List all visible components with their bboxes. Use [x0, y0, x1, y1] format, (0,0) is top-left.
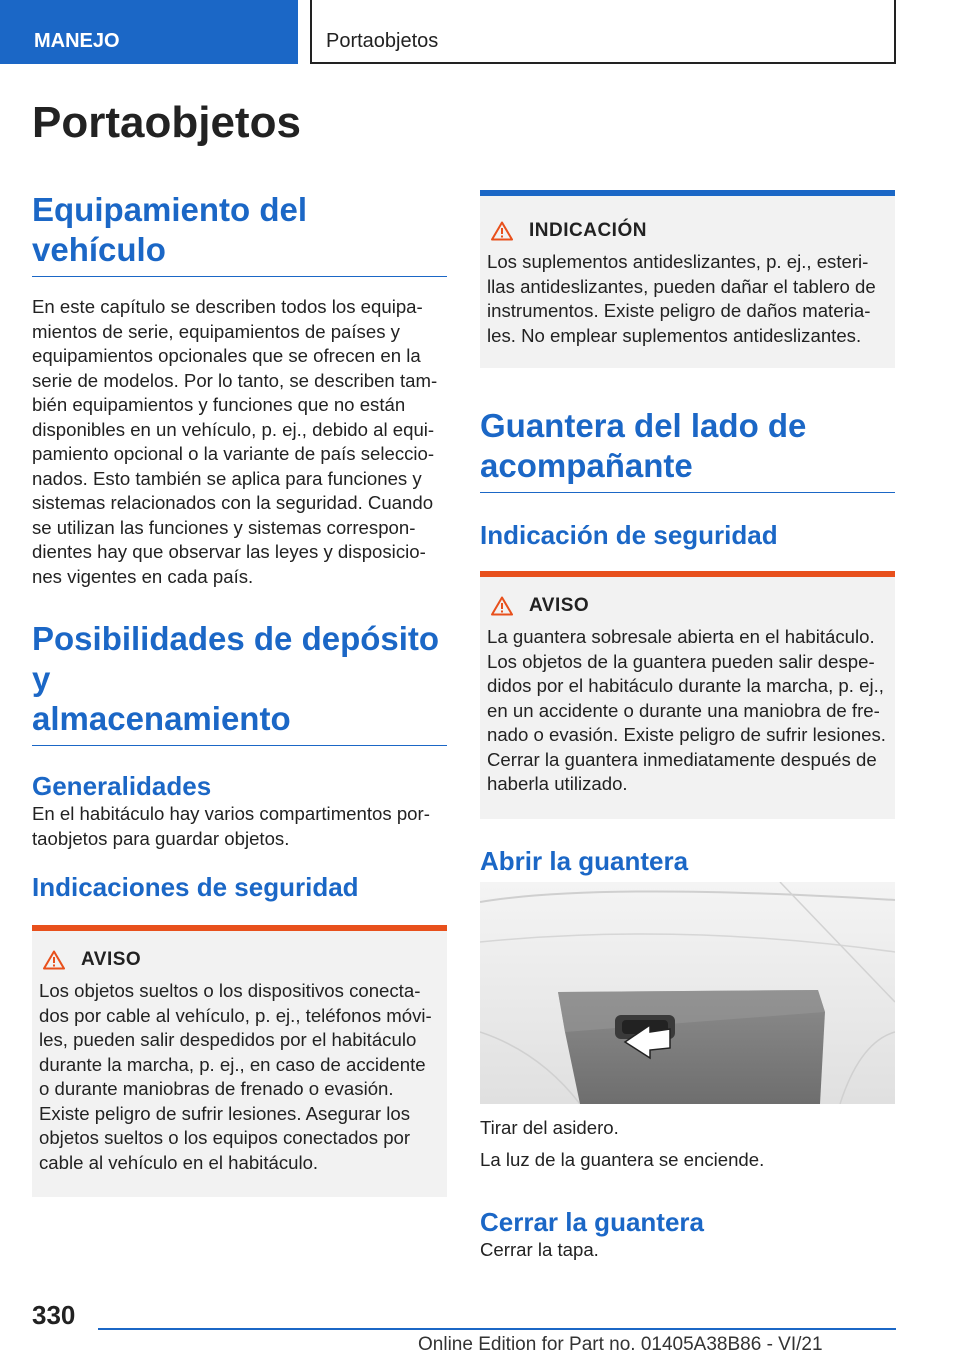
info-box [480, 190, 895, 368]
glovebox-illustration [480, 882, 895, 1104]
chapter-label: Portaobjetos [326, 30, 439, 52]
heading-indicacion-seguridad: Indicación de seguridad [480, 520, 778, 550]
warning-triangle-icon [491, 596, 513, 616]
section-label: MANEJO [34, 30, 120, 52]
footer-divider [98, 1328, 896, 1330]
right-column [480, 190, 895, 877]
page-number: 330 [32, 1300, 76, 1330]
heading-guantera: Guantera del lado de acompañante [480, 406, 895, 493]
heading-abrir-guantera: Abrir la guantera [480, 845, 689, 876]
chapter-tab [310, 0, 896, 64]
left-column [32, 190, 447, 1197]
footer-edition: Online Edition for Part no. 01405A38B86 - VI/21 [418, 1334, 823, 1355]
warning-triangle-icon [43, 950, 65, 970]
abrir-step-2: La luz de la guantera se enciende. [480, 1148, 765, 1170]
abrir-step-1: Tirar del asidero. [480, 1117, 619, 1138]
equipamiento-text: En este capítulo se describen todos los equipa- mientos de serie, equipamientos de países y equipamientos opcionales que se ofrecen en la serie de modelos. Por lo tanto, se describen tam- bién equipamientos y funciones que no están disponibles en un vehículo, p. ej., debido al equi- pamiento opcional o la variante de país seleccio- nados. Esto también se aplica para funciones y sistemas relacionados con la seguridad. Cuando se utilizan las funciones y sistemas correspon- dientes hay que observar las leyes y disposicio- nes vigentes en cada país. [32, 296, 438, 587]
generalidades-text: En el habitáculo hay varios compartimentos por- taobjetos para guardar objetos. [32, 803, 430, 849]
warning-text-guantera: La guantera sobresale abierta en el habitáculo. Los objetos de la guantera pueden salir despe- didos por el habitáculo durante la marcha, p. ej., en un accidente o durante una maniobra de fre- nado o evasión. Existe peligro de sufrir lesiones. Cerrar la guantera inmediatamente después de haberla utilizado. [487, 626, 886, 794]
warning-title: AVISO [81, 949, 142, 970]
heading-indicaciones-seguridad: Indicaciones de seguridad [32, 872, 359, 902]
page-title: Portaobjetos [32, 98, 301, 147]
warning-box-guantera [480, 571, 895, 819]
section-tab [0, 0, 298, 64]
heading-generalidades: Generalidades [32, 771, 212, 801]
warning-text: Los objetos sueltos o los dispositivos conecta- dos por cable al vehículo, p. ej., teléfonos móvi- les, pueden salir despedidos por el habitáculo durante la marcha, p. ej., en caso de accidente o durante maniobras de frenado o evasión. Existe peligro de sufrir lesiones. Asegurar los objetos sueltos o los equipos conectados por cable al vehículo en el habitáculo. [39, 980, 432, 1173]
heading-posibilidades: Posibilidades de depósito y almacenamiento [32, 619, 447, 746]
glovebox-instructions [480, 1116, 895, 1263]
heading-equipamiento: Equipamiento del vehículo [32, 190, 447, 277]
info-text: Los suplementos antideslizantes, p. ej., esteri- llas antideslizantes, pueden dañar el tablero de instrumentos. Existe peligro de daños materia- les. No emplear suplementos antideslizantes. [487, 251, 876, 346]
warning-box [32, 925, 447, 1197]
warning-title-guantera: AVISO [529, 595, 590, 616]
heading-cerrar-guantera: Cerrar la guantera [480, 1207, 704, 1237]
info-title: INDICACIÓN [529, 220, 647, 241]
cerrar-step-1: Cerrar la tapa. [480, 1239, 599, 1260]
info-triangle-icon [491, 221, 513, 241]
